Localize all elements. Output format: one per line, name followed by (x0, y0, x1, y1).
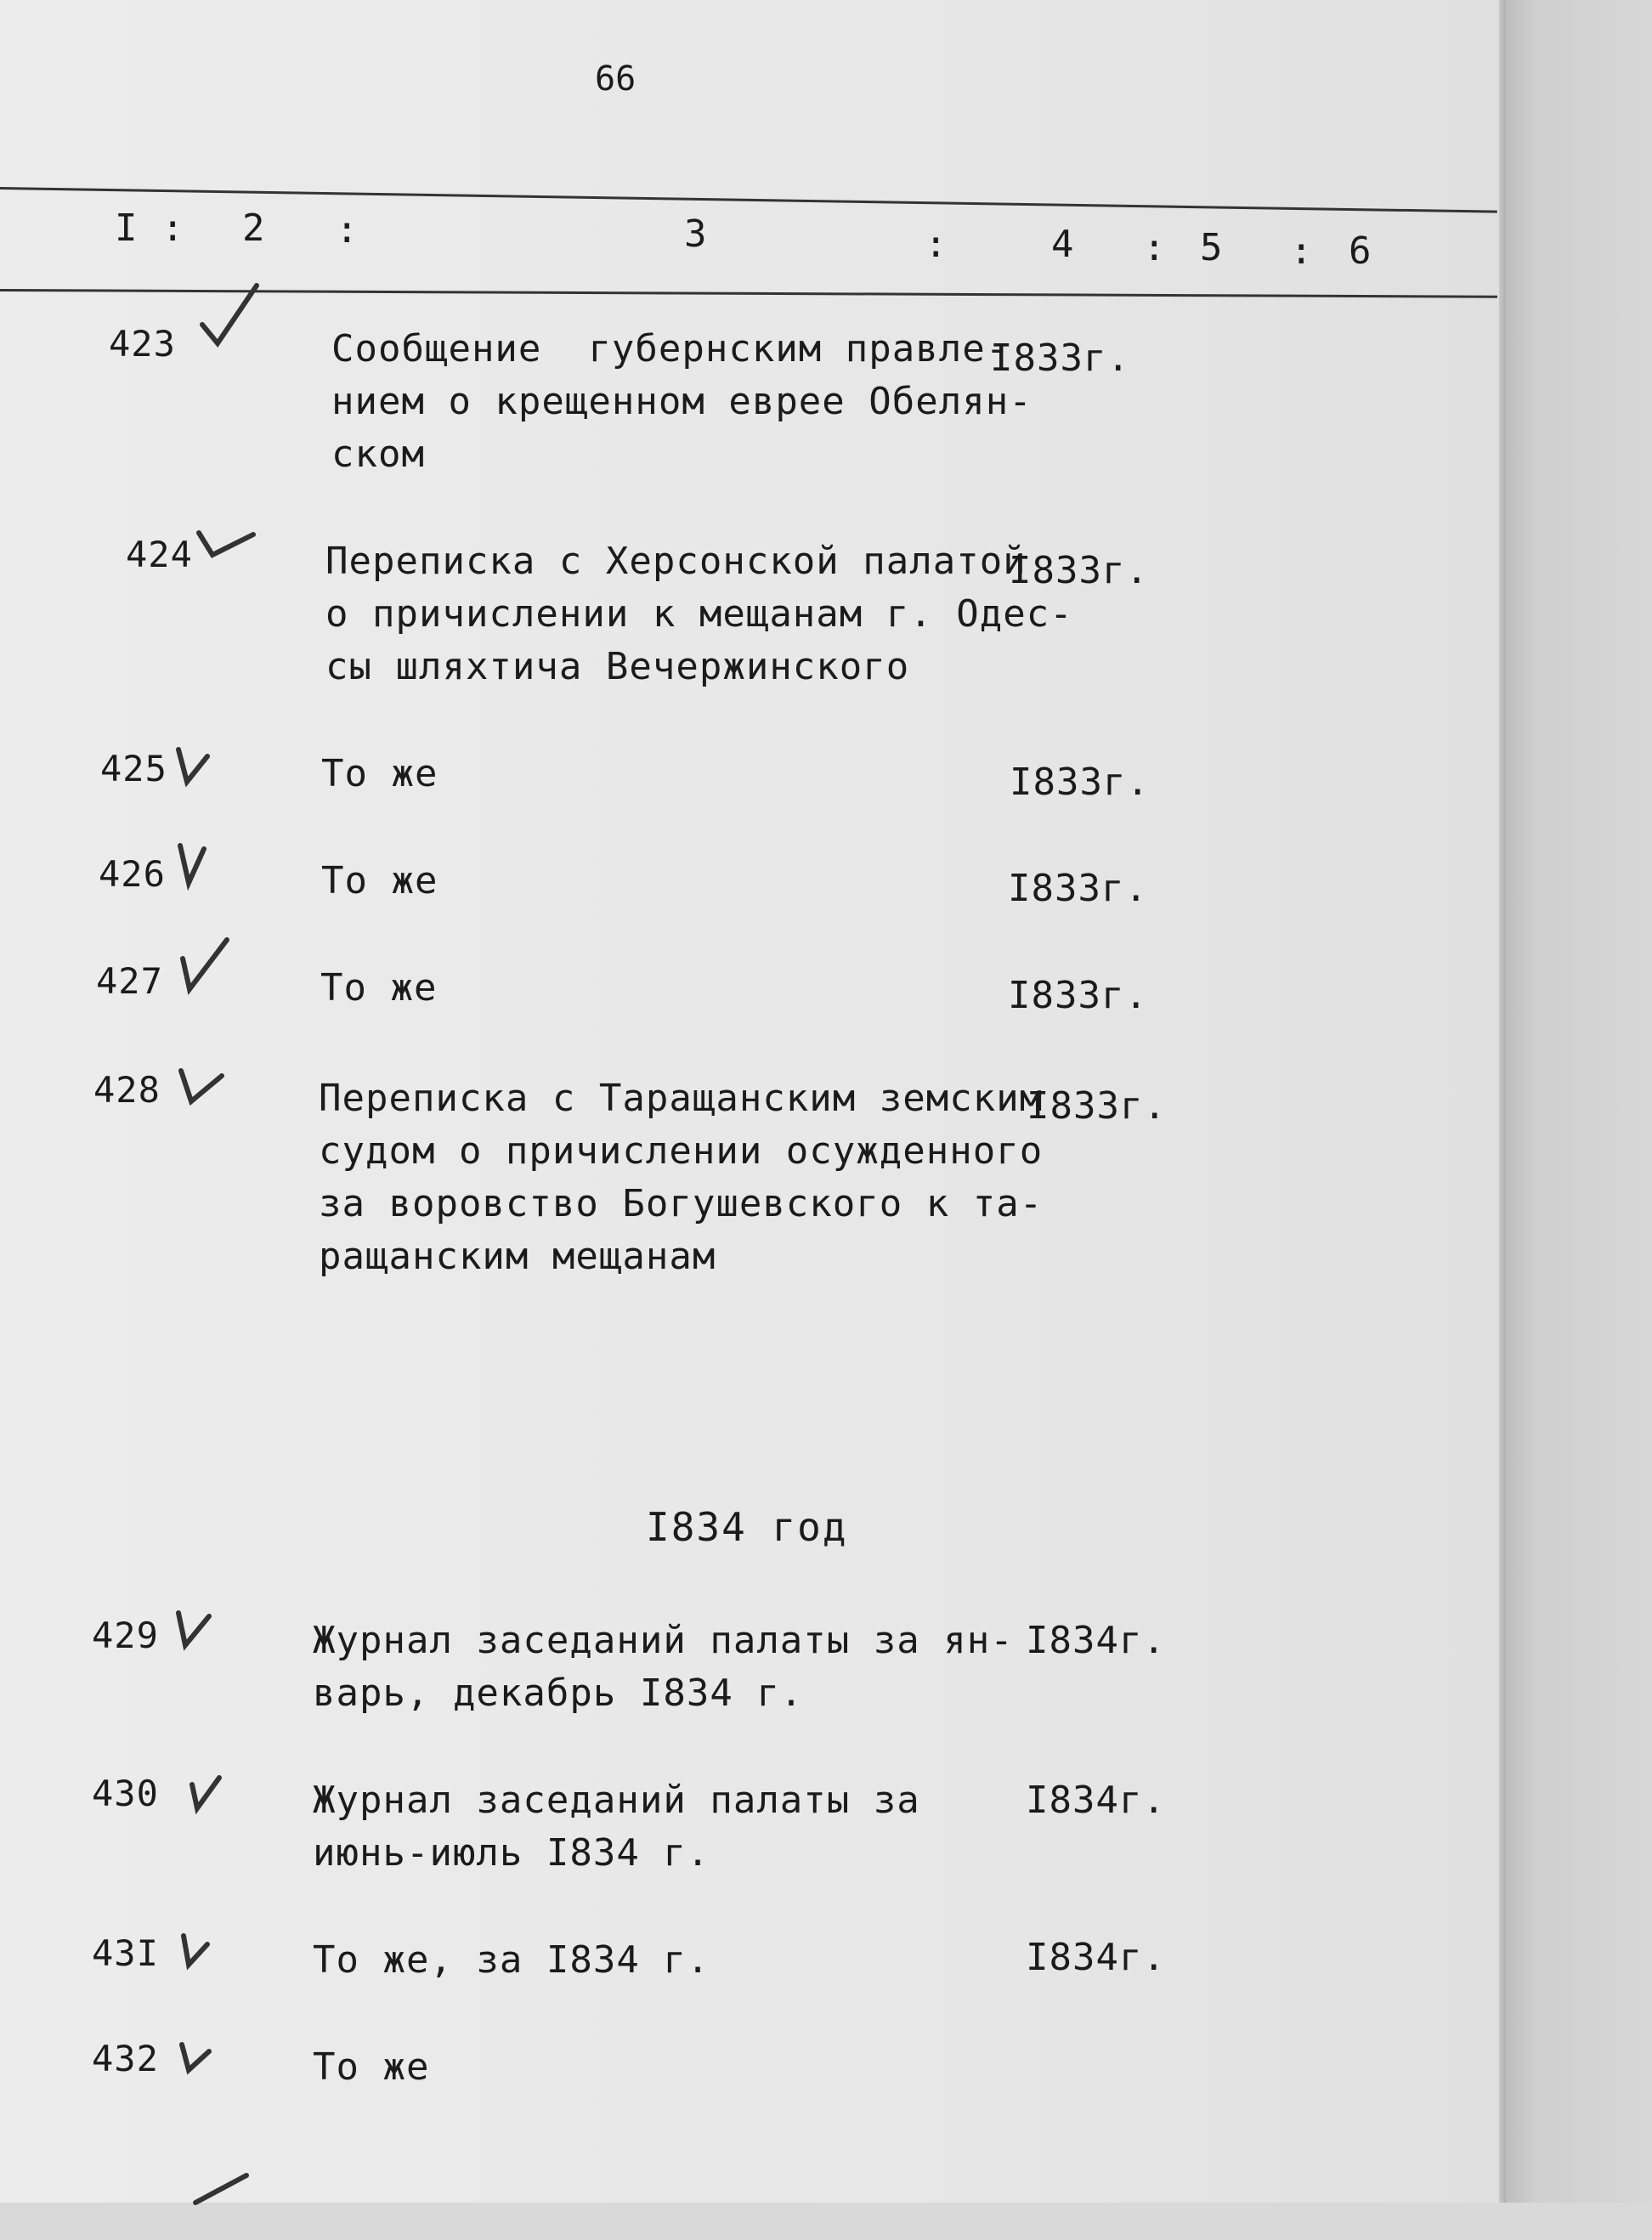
entry-number: 423 (109, 323, 176, 365)
section-heading: I834 год (646, 1504, 848, 1550)
page-edge (1506, 0, 1652, 2203)
entry-title: Журнал заседаний палаты за ян- варь, декабрь I834 г. (313, 1619, 1014, 1715)
column-header-2: 2 (242, 206, 265, 250)
entry-number: 426 (99, 853, 166, 895)
entry-number: 430 (92, 1773, 159, 1814)
column-separator: : (161, 206, 184, 250)
column-header-4: 4 (1051, 223, 1074, 266)
entry-number: 424 (126, 534, 193, 575)
entry-date: I833г. (1027, 1084, 1167, 1128)
entry-title: То же (321, 859, 438, 902)
checkmark-icon (170, 1919, 238, 1987)
entry-title: Переписка с Херсонской палатой о причислении к мещанам г. Одес- сы шляхтича Вечержинского (325, 540, 1073, 688)
checkmark-icon (174, 1061, 242, 1128)
checkmark-icon (195, 280, 263, 348)
entry-date: I834г. (1026, 1619, 1166, 1662)
entry-title: Журнал заседаний палаты за июнь-июль I834 г. (313, 1779, 920, 1875)
checkmark-icon (170, 1598, 238, 1666)
checkmark-icon (194, 514, 262, 582)
entry-date: I833г. (1009, 549, 1149, 592)
column-separator: : (336, 208, 359, 252)
checkmark-icon (187, 2169, 255, 2237)
entry-date: I833г. (1008, 974, 1148, 1017)
checkmark-icon (174, 933, 242, 1001)
entry-title: То же (313, 2045, 430, 2089)
entry-number: 429 (92, 1615, 159, 1656)
entry-date: I833г. (1008, 867, 1148, 910)
column-separator: : (1143, 226, 1166, 269)
entry-date: I834г. (1026, 1779, 1166, 1822)
entry-number: 43I (92, 1932, 159, 1974)
checkmark-icon (178, 1761, 246, 1829)
column-header-3: 3 (684, 212, 707, 256)
entry-number: 425 (100, 748, 167, 789)
column-header-1: I (115, 206, 138, 250)
column-header-6: 6 (1349, 229, 1372, 273)
checkmark-icon (170, 2026, 238, 2094)
entry-title: То же, за I834 г. (313, 1938, 710, 1982)
column-separator: : (925, 223, 948, 266)
checkmark-icon (168, 729, 236, 797)
entry-number: 428 (93, 1069, 161, 1111)
entry-date: I834г. (1026, 1936, 1166, 1979)
entry-number: 432 (92, 2038, 159, 2079)
column-separator: : (1290, 229, 1313, 273)
page-number: 66 (595, 59, 636, 99)
entry-title: То же (320, 966, 438, 1010)
entry-date: I833г. (1010, 761, 1150, 804)
entry-title: То же (321, 752, 438, 795)
checkmark-icon (168, 837, 236, 905)
column-header-5: 5 (1200, 226, 1223, 269)
entry-title: Сообщение губернским правле- нием о крещенном еврее Обелян- ском (331, 327, 1032, 476)
entry-number: 427 (96, 960, 163, 1002)
entry-title: Переписка с Таращанским земским судом о причислении осужденного за воровство Богушевского к та- ращанским мещанам (319, 1077, 1044, 1278)
entry-date: I833г. (990, 337, 1130, 380)
